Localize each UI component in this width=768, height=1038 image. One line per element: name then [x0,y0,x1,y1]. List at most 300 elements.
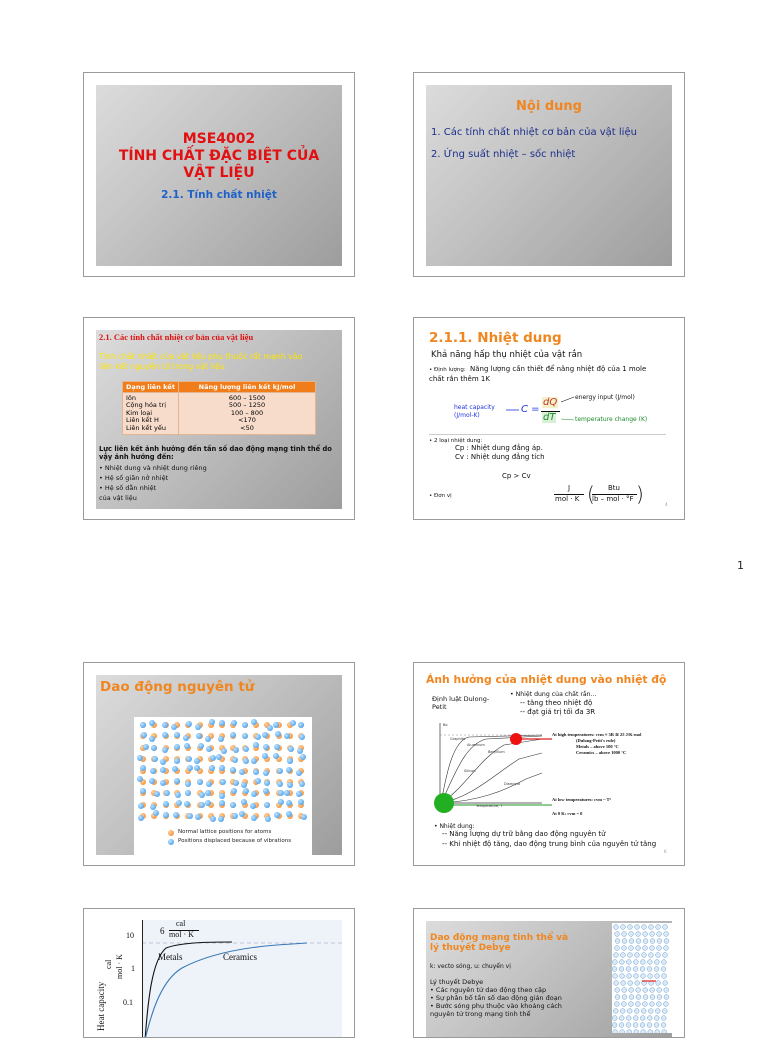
displaced-atom [140,765,146,771]
displaced-atom [299,734,305,740]
law-line-1: Định luật Dulong- [432,695,490,703]
lattice-node [635,1002,640,1007]
displaced-atom [198,743,204,749]
displaced-atom [262,732,268,738]
displaced-atom [143,744,149,750]
lattice-node [650,995,655,1000]
displaced-atom [250,803,256,809]
equation-c: C = [521,404,540,415]
note-3: -- đạt giá trị tối đa 3R [520,708,596,716]
bond-type: Cộng hóa trị [123,402,179,409]
unit-paren-right: ) [636,482,644,506]
lattice-node [635,981,640,986]
lattice-node [662,1030,667,1033]
unit-btu-num: Btu [608,484,620,492]
y-tick-10: 10 [126,931,134,940]
lattice-node [643,932,648,937]
legend-panel [134,827,312,855]
y-unit-num: cal [104,959,113,969]
bond-type: Liên kết yếu [123,425,179,435]
displaced-atom [140,788,146,794]
normal-position-marker [168,830,174,836]
low-temp-2: At 0 K: cvm = 0 [552,811,583,816]
displaced-atom [264,780,270,786]
lattice-node [657,939,662,944]
displaced-atom [173,812,179,818]
lattice-node [620,1030,625,1033]
lattice-node [635,953,640,958]
lattice-node [615,939,620,944]
displaced-atom [206,746,212,752]
displaced-atom [255,734,261,740]
displaced-atom [288,746,294,752]
lattice-node [656,981,661,986]
high-temp-4: Ceramics – above 1000 °C [576,750,627,755]
six-cal-label: 6 [160,926,165,936]
displaced-atom [195,724,201,730]
debye-line-1: Lý thuyết Debye [430,978,484,986]
displaced-atom [233,780,239,786]
displaced-atom [233,747,239,753]
displaced-atom [241,782,247,788]
displaced-atom [264,802,270,808]
heat-capacity-unit: (J/mol-K) [454,412,480,419]
displaced-atom [296,791,302,797]
curve-label: Silicon [464,769,476,773]
lattice-node [633,1023,638,1028]
lattice-node [662,974,667,979]
lattice-node [654,1023,659,1028]
lattice-node [648,1009,653,1014]
lattice-node [640,967,645,972]
lattice-node [642,925,647,930]
ceramics-label: Ceramics [223,952,257,962]
lattice-node [634,1009,639,1014]
lattice-node [629,988,634,993]
contents-title: Nội dung [516,99,582,114]
slide-1-background [96,85,342,266]
lattice-node [621,953,626,958]
def-line-2: -- Năng lượng dự trữ bằng dao động nguyên tử [442,830,606,838]
high-temp-3: Metals – above 100 °C [576,744,619,749]
lattice-node [640,1023,645,1028]
lattice-node [636,939,641,944]
displaced-atom [278,799,284,805]
lattice-node [619,1023,624,1028]
lattice-node [613,1009,618,1014]
lattice-node [615,932,620,937]
displaced-atom [205,736,211,742]
lattice-node [626,1016,631,1021]
displaced-atom [150,768,156,774]
displaced-atom [230,732,236,738]
displaced-atom [206,781,212,787]
unit-j-num: J [568,484,571,492]
lattice-wave-figure [612,923,672,1033]
displaced-atom [251,791,257,797]
displaced-atom [160,767,166,773]
displaced-atom [149,736,155,742]
displaced-atom [184,743,190,749]
lattice-node [619,960,624,965]
lattice-node [643,988,648,993]
lattice-node [663,953,668,958]
displaced-atom [164,790,170,796]
displaced-atom [138,815,144,821]
slide-8 [413,908,685,1038]
lattice-node [656,925,661,930]
lattice-node [640,1016,645,1021]
displaced-atom [296,770,302,776]
lattice-node [614,981,619,986]
course-subtitle: 2.1. Tính chất nhiệt [161,189,277,201]
bond-energy: <170 [179,417,316,424]
lattice-node [636,946,641,951]
slide-5 [83,662,355,866]
lattice-node [621,981,626,986]
lattice-node [663,1002,668,1007]
note-1: • Nhiệt dung của chất rắn... [510,691,597,698]
unit-btu-den: lb – mol · °F [592,495,634,503]
def-line-1: • Nhiệt dung: [434,823,475,830]
table-row [123,425,316,435]
displaced-atom [243,758,249,764]
unit-j-den: mol · K [555,495,580,503]
displaced-atom [150,804,156,810]
heat-capacity-subtitle: Khả năng hấp thụ nhiệt của vật rắn [431,350,583,360]
displaced-atom [251,758,257,764]
displaced-atom [299,781,305,787]
temp-effect-title: Ảnh hưởng của nhiệt dung vào nhiệt độ [426,673,667,686]
lattice-node [661,1023,666,1028]
lattice-node [622,995,627,1000]
displaced-atom [151,745,157,751]
lattice-node [650,932,655,937]
displaced-atom [195,814,201,820]
def-line-3: -- Khi nhiệt độ tăng, dao động trung bình của nguyên tử tăng [442,840,657,848]
displaced-atom [290,720,296,726]
lattice-node [655,1009,660,1014]
course-code: MSE4002 [182,131,256,147]
bond-energy: 500 – 1250 [179,402,316,409]
displaced-atom [152,756,158,762]
equation-dq: dQ [543,397,558,408]
displaced-atom [138,803,144,809]
contents-item-2: 2. Ứng suất nhiệt – sốc nhiệt [431,149,576,160]
lattice-node [648,1030,653,1033]
lattice-node [635,925,640,930]
y-tick-0.1: 0.1 [123,998,133,1007]
equation-dt: dT [543,412,556,423]
divider-line [429,434,666,435]
lattice-node [662,1009,667,1014]
lattice-node [613,1030,618,1033]
displaced-atom [219,765,225,771]
section-title: 2.1. Các tính chất nhiệt cơ bản của vật liệu [99,332,254,342]
lattice-node [612,1016,617,1021]
curve-label: Graphite [450,737,466,741]
displaced-atom [175,792,181,798]
lattice-node [620,974,625,979]
displaced-atom [186,721,192,727]
displaced-atom [297,748,303,754]
lattice-node [656,953,661,958]
legend-displaced: Positions displaced because of vibrations [178,838,292,844]
displaced-atom [232,813,238,819]
bond-energy-table [122,381,316,435]
displaced-atom [219,793,225,799]
lattice-node [647,1016,652,1021]
vibration-title: Dao động nguyên tử [100,679,255,695]
y-axis [142,920,143,1038]
lattice-node [656,1002,661,1007]
displaced-atom [241,799,247,805]
note-2: -- tăng theo nhiệt độ [520,699,593,707]
cp-gt-cv: Cp > Cv [502,472,531,480]
displaced-atom [243,746,249,752]
displaced-atom [209,765,215,771]
wave-vector-note: k: vecto sóng, u: chuyển vị [430,963,511,970]
table-header-energy: Năng lượng liên kết kJ/mol [179,382,316,393]
lattice-node [643,939,648,944]
debye-line-3: • Sự phân bố tần số dao động gián đoạn [430,994,562,1002]
displaced-atom [174,778,180,784]
slide-number: 6 [664,849,667,854]
displaced-atom [218,736,224,742]
energy-input-label: energy input (J/mol) [575,394,635,401]
displaced-atom [267,725,273,731]
table-header-type: Dạng liên kết [123,382,179,393]
slide-4-background [426,330,672,509]
lattice-node [629,932,634,937]
displaced-atom [197,779,203,785]
cv-definition: Cv : Nhiệt dung đẳng tích [455,453,545,461]
course-title-line1: TÍNH CHẤT ĐẶC BIỆT CỦA [118,148,320,164]
unit-paren-left: ( [587,482,595,506]
displaced-atom [209,719,215,725]
displaced-atom [255,778,261,784]
lattice-node [641,1030,646,1033]
curve-label: Diamond [504,782,520,786]
lattice-node [615,995,620,1000]
lattice-node [622,939,627,944]
lattice-node [664,939,669,944]
lattice-node [664,988,669,993]
effect-item-1: • Nhiệt dung và nhiệt dung riêng [99,464,207,472]
y-tick-1: 1 [131,964,135,973]
lattice-wave-drawing [612,923,672,1033]
lattice-node [636,995,641,1000]
debye-line-4: • Bước sóng phụ thuộc vào khoảng cách [430,1002,562,1010]
lattice-node [629,995,634,1000]
six-cal-num: cal [176,919,186,928]
lattice-node [626,960,631,965]
displaced-atom [231,720,237,726]
lattice-node [628,981,633,986]
lattice-node [614,1002,619,1007]
lattice-node [642,1002,647,1007]
slide-2 [413,72,685,277]
displaced-atom [242,722,248,728]
lattice-node [614,953,619,958]
displaced-atom [205,790,211,796]
lattice-node [626,967,631,972]
lattice-node [628,925,633,930]
displaced-position-marker [168,839,174,845]
displaced-atom [277,781,283,787]
displaced-atom [141,732,147,738]
debye-title-1: Dao động mạng tinh thể và [430,933,569,943]
page-number: 1 [737,559,744,572]
lattice-node [657,932,662,937]
definition-text-2: chất rắn thêm 1K [429,375,490,383]
metals-label: Metals [158,952,183,962]
displaced-atom [286,811,292,817]
lattice-node [643,995,648,1000]
lattice-node [626,1023,631,1028]
displaced-atom [196,733,202,739]
lattice-node [664,932,669,937]
lattice-node [621,1002,626,1007]
high-temp-1: At high temperatures: cvm ≈ 3R ≅ 25 J/K·mol [552,732,642,737]
displaced-atom [174,758,180,764]
y-axis-label: Heat capacity [96,981,106,1031]
displaced-atom [220,779,226,785]
lattice-node [615,946,620,951]
lattice-node [622,988,627,993]
displaced-atom [185,781,191,787]
lattice-node [650,988,655,993]
curve-label: Bo [443,723,448,727]
lattice-node [654,1016,659,1021]
displaced-atom [230,802,236,808]
lattice-node [650,939,655,944]
displaced-atom [171,724,177,730]
lattice-node [629,939,634,944]
heat-capacity-label: heat capacity [454,404,495,411]
lattice-node [619,1016,624,1021]
displaced-atom [153,810,159,816]
lattice-node [649,953,654,958]
lattice-node [633,967,638,972]
effect-item-4: của vật liệu [99,494,137,502]
slide-1 [83,72,355,277]
lattice-node [647,967,652,972]
slide-8-background [426,921,672,1038]
lattice-node [627,1030,632,1033]
slide-6-background [424,673,672,855]
definition-label: • Định lượng: [429,367,466,373]
course-title-line2: VẬT LIỆU [183,165,255,181]
displaced-atom [231,788,237,794]
slide-7 [83,908,355,1038]
displaced-atom [176,800,182,806]
debye-line-5: nguyên tử trong mạng tinh thể [430,1010,531,1018]
displaced-atom [163,812,169,818]
displaced-atom [253,769,259,775]
intro-line-1: Tính chất nhiệt của vật liệu phụ thuộc rất mạnh vào [99,352,303,361]
displaced-atom [232,757,238,763]
displaced-atom [286,767,292,773]
lattice-node [634,1030,639,1033]
curve-label: Aluminum [467,743,485,747]
displaced-atom [239,769,245,775]
bond-type: Liên kết H [123,417,179,424]
displaced-atom [300,754,306,760]
lattice-node [649,925,654,930]
curve-label: Beryllium [488,750,505,754]
legend-normal: Normal lattice positions for atoms [178,829,272,835]
six-cal-den: mol · K [169,930,194,939]
displaced-atom [199,802,205,808]
displaced-atom [243,788,249,794]
lattice-node [612,967,617,972]
lattice-node [627,1009,632,1014]
bond-energy: <50 [179,425,316,435]
lattice-node [657,946,662,951]
heat-capacity-title: 2.1.1. Nhiệt dung [429,330,562,346]
lattice-node [648,974,653,979]
displaced-atom [221,748,227,754]
displaced-atom [287,782,293,788]
displaced-atom [263,770,269,776]
slide-3-background [96,330,342,509]
lattice-node [647,1023,652,1028]
cp-definition: Cp : Nhiệt dung đẳng áp. [455,444,543,452]
displaced-atom [160,780,166,786]
lattice-node [622,946,627,951]
low-temp-1: At low temperatures: cvm ~ T³ [552,797,611,802]
displaced-atom [218,816,224,822]
debye-line-2: • Các nguyên tử dao động theo cặp [430,986,547,994]
displaced-atom [242,733,248,739]
lattice-node [663,981,668,986]
effect-item-3: • Hệ số dẫn nhiệt [99,484,157,492]
lattice-node [619,967,624,972]
lattice-node [655,974,660,979]
displaced-atom [194,758,200,764]
displaced-atom [298,722,304,728]
lattice-node [614,925,619,930]
lattice-node [643,946,648,951]
lattice-node [633,1016,638,1021]
displaced-atom [154,791,160,797]
lattice-node [636,932,641,937]
unit-label: • Đơn vị [429,493,452,499]
lattice-node [612,1023,617,1028]
lattice-node [641,1009,646,1014]
lattice-node [640,960,645,965]
lattice-node [641,974,646,979]
lattice-node [657,995,662,1000]
displaced-atom [301,814,307,820]
effect-item-2: • Hệ số giãn nở nhiệt [99,474,169,482]
lattice-node [620,1009,625,1014]
lattice-node [647,960,652,965]
definition-text: Năng lượng cần thiết để nâng nhiệt độ của 1 mole [470,365,647,373]
displaced-atom [210,816,216,822]
slide-4 [413,317,685,520]
displaced-atom [284,733,290,739]
lattice-node [612,960,617,965]
displaced-atom [284,790,290,796]
lattice-node [654,967,659,972]
displaced-atom [187,813,193,819]
lattice-node [661,967,666,972]
lattice-node [664,995,669,1000]
lattice-node [634,974,639,979]
slide-3 [83,317,355,520]
